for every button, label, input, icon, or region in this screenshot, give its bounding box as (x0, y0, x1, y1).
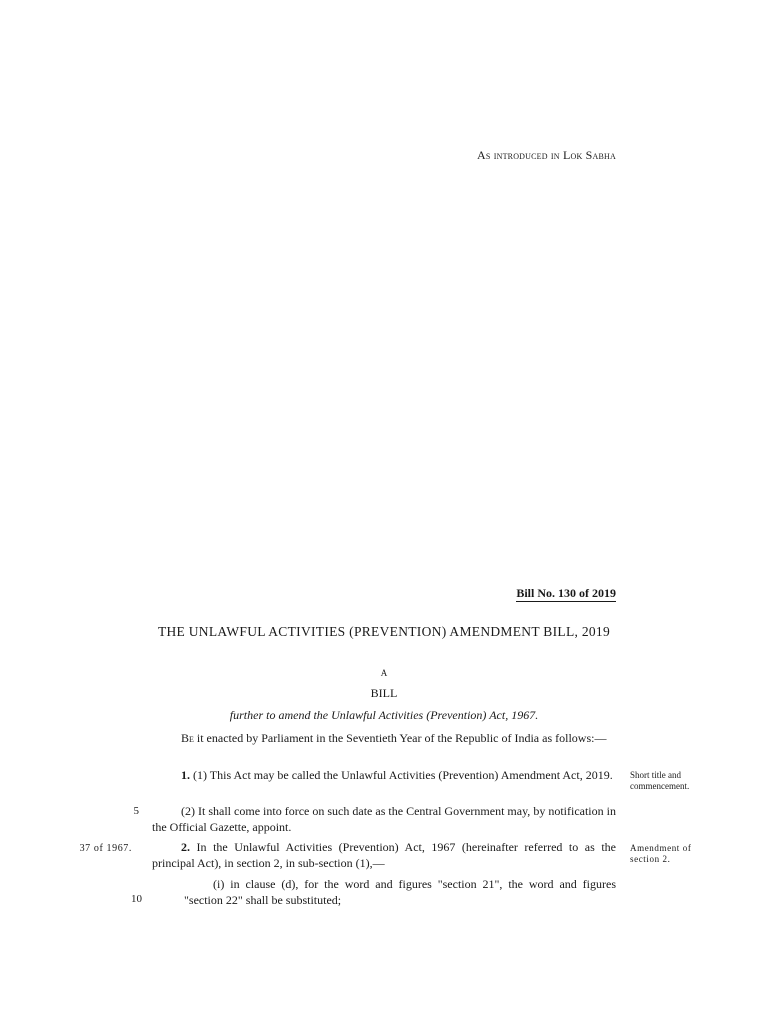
line-number-10: 10 (131, 893, 142, 905)
bill-title: THE UNLAWFUL ACTIVITIES (PREVENTION) AMENDMENT BILL, 2019 (157, 624, 611, 639)
section-1-1-text: (1) This Act may be called the Unlawful Activities (Prevention) Amendment Act, 2019. (190, 768, 613, 782)
section-2 (152, 839, 616, 871)
introduced-in-lok-sabha: As introduced in Lok Sabha (477, 148, 616, 162)
bill-article: A (380, 668, 388, 678)
section-2-number: 2. (181, 840, 190, 854)
margin-note-short-title: Short title and commencement. (630, 770, 690, 791)
section-2-clause-i: (i) in clause (d), for the word and figures "section 21", the word and figures "section 22" shall be substituted; (184, 877, 616, 907)
long-title: further to amend the Unlawful Activities (Prevention) Act, 1967. (229, 708, 539, 722)
act-reference: 37 of 1967. (79, 843, 132, 854)
bill-label: BILL (370, 686, 398, 700)
enacting-lead: Be (181, 731, 194, 745)
section-2-text: In the Unlawful Activities (Prevention) Act, 1967 (hereinafter referred to as the principal Act), in section 2, in sub-section (1),— (152, 840, 616, 870)
bill-number-text: Bill No. 130 of 2019 (516, 586, 616, 600)
line-number-5: 5 (133, 805, 139, 817)
enacting-text: it enacted by Parliament in the Seventieth Year of the Republic of India as follows:— (193, 731, 607, 745)
section-1-subsection-2: (2) It shall come into force on such date as the Central Government may, by notification in the Official Gazette, appoint. (152, 804, 616, 834)
bill-number (420, 586, 616, 601)
section-1-number: 1. (181, 768, 190, 782)
section-1-subsection-1 (152, 767, 616, 783)
margin-note-amendment: Amendment of section 2. (630, 843, 692, 864)
enacting-formula (152, 730, 616, 746)
